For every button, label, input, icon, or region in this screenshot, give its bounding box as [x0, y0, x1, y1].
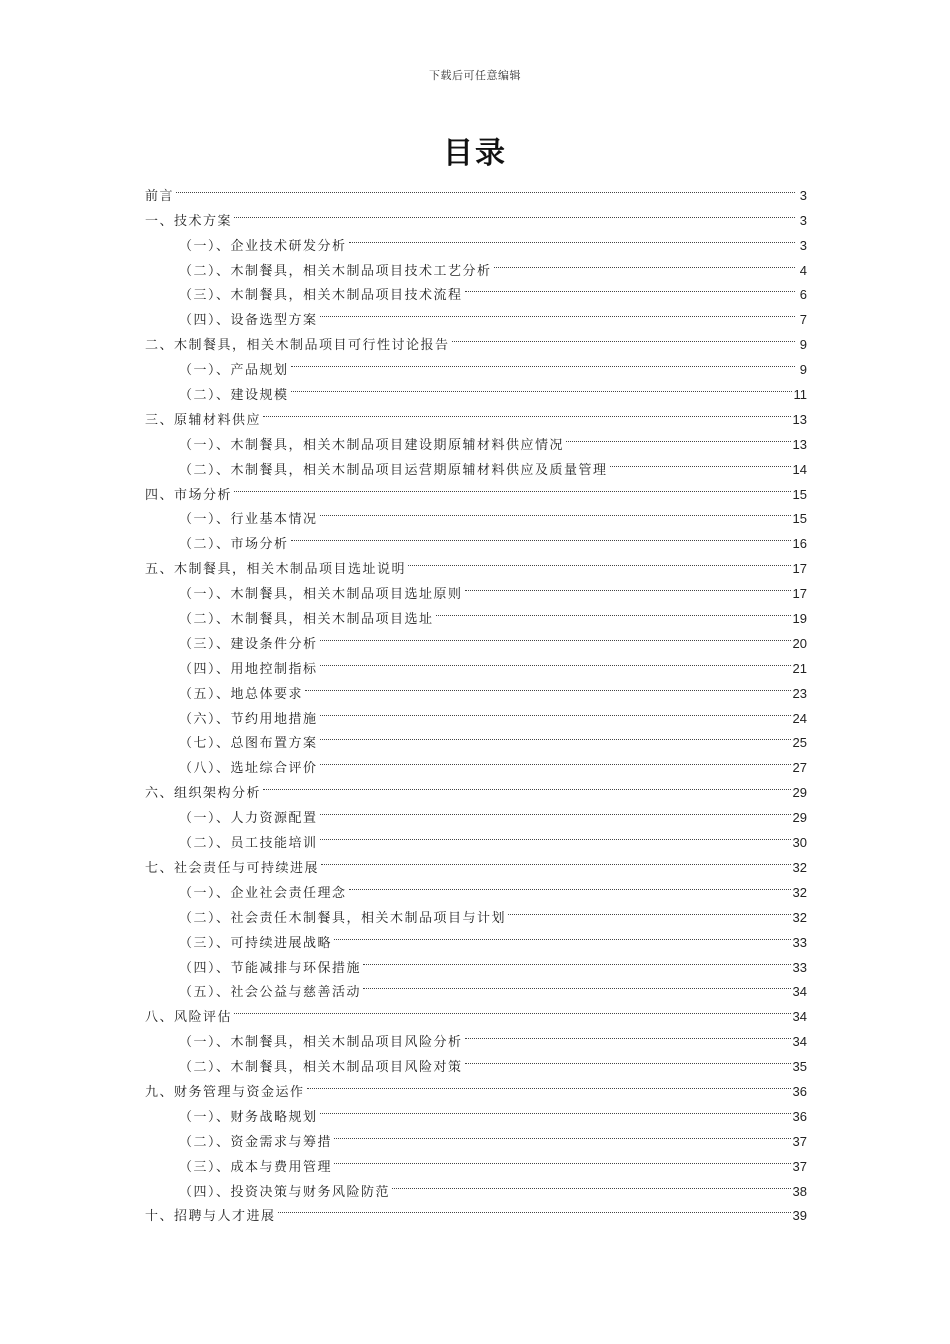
toc-leader-dots	[566, 424, 791, 449]
toc-entry-page-number: 3	[799, 212, 807, 228]
toc-entry-label: （三）、木制餐具，相关木制品项目技术流程	[179, 288, 463, 304]
toc-entry-label: 二、木制餐具，相关木制品项目可行性讨论报告	[145, 338, 450, 354]
toc-leader-dots	[465, 1021, 791, 1046]
toc-entry-page-number: 37	[792, 1133, 807, 1149]
toc-entry[interactable]	[145, 996, 807, 1026]
toc-entry-page-number: 9	[799, 362, 807, 378]
toc-entry-label: （一）、产品规划	[179, 363, 289, 379]
toc-entry-page-number: 13	[792, 411, 807, 427]
toc-entry-label: 八、风险评估	[145, 1010, 233, 1026]
toc-leader-dots	[349, 872, 791, 897]
toc-entry-label: （二）、木制餐具，相关木制品项目选址	[179, 612, 434, 628]
toc-entry-page-number: 6	[799, 287, 807, 303]
toc-entry-page-number: 24	[792, 710, 807, 726]
toc-entry-page-number: 33	[792, 959, 807, 975]
toc-leader-dots	[452, 324, 795, 349]
toc-entry-page-number: 4	[799, 262, 807, 278]
toc-entry-label: （四）、设备选型方案	[179, 313, 318, 329]
toc-entry-label: （二）、市场分析	[179, 537, 289, 553]
toc-entry-page-number: 7	[799, 312, 807, 328]
toc-entry-label: （四）、投资决策与财务风险防范	[179, 1184, 391, 1200]
toc-leader-dots	[320, 797, 791, 822]
toc-entry-label: （二）、木制餐具，相关木制品项目技术工艺分析	[179, 263, 492, 279]
toc-entry-label: （八）、选址综合评价	[179, 761, 318, 777]
toc-leader-dots	[320, 822, 791, 847]
toc-entry-page-number: 25	[792, 735, 807, 751]
toc-leader-dots	[320, 648, 791, 673]
toc-entry-page-number: 32	[792, 859, 807, 875]
toc-leader-dots	[363, 947, 791, 972]
toc-leader-dots	[263, 772, 791, 797]
toc-entry-page-number: 3	[799, 237, 807, 253]
toc-leader-dots	[610, 449, 791, 474]
toc-leader-dots	[291, 523, 791, 548]
toc-entry-page-number: 29	[792, 810, 807, 826]
toc-entry[interactable]	[145, 225, 807, 254]
toc-leader-dots	[320, 299, 795, 324]
toc-entry-label: （三）、建设条件分析	[179, 636, 318, 652]
table-of-contents	[145, 175, 807, 1225]
toc-leader-dots	[494, 250, 795, 275]
toc-entry-label: 九、财务管理与资金运作	[145, 1084, 305, 1100]
toc-entry-page-number: 36	[792, 1108, 807, 1124]
toc-entry-page-number: 15	[792, 511, 807, 527]
header-note: 下载后可任意编辑	[429, 69, 521, 82]
toc-entry-page-number: 9	[799, 337, 807, 353]
toc-leader-dots	[334, 1121, 791, 1146]
toc-entry-label: 前言	[145, 188, 175, 204]
toc-entry-label: 六、组织架构分析	[145, 786, 262, 802]
toc-entry-label: （四）、用地控制指标	[179, 661, 318, 677]
toc-entry-label: 一、技术方案	[145, 213, 233, 229]
toc-leader-dots	[363, 972, 791, 997]
toc-leader-dots	[278, 1196, 791, 1221]
toc-entry-label: （一）、行业基本情况	[179, 512, 318, 528]
toc-entry-page-number: 21	[792, 660, 807, 676]
toc-leader-dots	[320, 747, 791, 772]
toc-leader-dots	[465, 275, 795, 300]
toc-entry-page-number: 16	[792, 536, 807, 552]
toc-entry-label: （五）、社会公益与慈善活动	[179, 985, 362, 1001]
toc-entry-label: （二）、社会责任木制餐具，相关木制品项目与计划	[179, 910, 507, 926]
toc-entry-page-number: 29	[792, 785, 807, 801]
toc-leader-dots	[307, 1071, 791, 1096]
toc-entry-label: （一）、企业社会责任理念	[179, 885, 347, 901]
toc-leader-dots	[320, 698, 791, 723]
toc-entry-label: （二）、木制餐具，相关木制品项目风险对策	[179, 1060, 463, 1076]
toc-entry-page-number: 17	[792, 561, 807, 577]
toc-leader-dots	[436, 598, 791, 623]
toc-entry-page-number: 38	[792, 1183, 807, 1199]
toc-entry[interactable]	[145, 1021, 807, 1051]
toc-entry-label: （一）、木制餐具，相关木制品项目建设期原辅材料供应情况	[179, 437, 565, 453]
toc-leader-dots	[291, 349, 795, 374]
toc-leader-dots	[176, 175, 795, 200]
toc-leader-dots	[305, 673, 791, 698]
toc-entry[interactable]	[145, 200, 807, 229]
toc-entry[interactable]	[145, 175, 807, 204]
toc-entry-label: （二）、建设规模	[179, 388, 289, 404]
toc-leader-dots	[263, 399, 791, 424]
toc-entry-page-number: 37	[792, 1158, 807, 1174]
toc-entry-label: 五、木制餐具，相关木制品项目选址说明	[145, 562, 407, 578]
toc-entry-page-number: 15	[792, 486, 807, 502]
toc-entry-page-number: 11	[793, 387, 807, 403]
toc-entry-page-number: 34	[792, 1034, 807, 1050]
toc-entry-label: （三）、可持续进展战略	[179, 935, 333, 951]
toc-entry-page-number: 20	[792, 635, 807, 651]
toc-leader-dots	[320, 499, 791, 524]
toc-entry-page-number: 30	[792, 835, 807, 851]
toc-entry-label: （一）、企业技术研发分析	[179, 238, 347, 254]
toc-leader-dots	[234, 474, 791, 499]
toc-leader-dots	[234, 996, 791, 1021]
toc-entry-page-number: 35	[792, 1059, 807, 1075]
toc-entry-page-number: 27	[792, 760, 807, 776]
toc-leader-dots	[291, 374, 792, 399]
toc-entry-page-number: 17	[792, 586, 807, 602]
toc-entry-label: （二）、资金需求与筹措	[179, 1134, 333, 1150]
toc-entry-page-number: 33	[792, 934, 807, 950]
page-title: 目录	[443, 136, 507, 171]
toc-leader-dots	[320, 1096, 791, 1121]
toc-leader-dots	[320, 723, 791, 748]
toc-leader-dots	[508, 897, 791, 922]
toc-entry-label: 三、原辅材料供应	[145, 412, 262, 428]
toc-entry-label: （三）、成本与费用管理	[179, 1159, 333, 1175]
toc-entry-label: （六）、节约用地措施	[179, 711, 318, 727]
toc-leader-dots	[349, 225, 795, 250]
toc-entry-label: （一）、财务战略规划	[179, 1109, 318, 1125]
toc-entry-label: （二）、木制餐具，相关木制品项目运营期原辅材料供应及质量管理	[179, 462, 608, 478]
toc-leader-dots	[334, 922, 791, 947]
toc-entry-label: （七）、总图布置方案	[179, 736, 318, 752]
toc-leader-dots	[408, 548, 791, 573]
toc-leader-dots	[320, 623, 791, 648]
toc-leader-dots	[234, 200, 795, 225]
toc-entry-page-number: 32	[792, 884, 807, 900]
toc-leader-dots	[321, 847, 791, 872]
toc-entry-page-number: 23	[792, 685, 807, 701]
toc-entry-label: （一）、木制餐具，相关木制品项目选址原则	[179, 587, 463, 603]
toc-entry-page-number: 36	[792, 1083, 807, 1099]
toc-entry[interactable]	[145, 499, 807, 528]
toc-entry-label: （一）、木制餐具，相关木制品项目风险分析	[179, 1035, 463, 1051]
toc-entry-page-number: 19	[792, 611, 807, 627]
toc-leader-dots	[334, 1146, 791, 1171]
toc-leader-dots	[392, 1171, 791, 1196]
toc-entry-label: 四、市场分析	[145, 487, 233, 503]
toc-entry-page-number: 14	[792, 461, 807, 477]
toc-entry-page-number: 3	[799, 187, 807, 203]
toc-entry-label: （五）、地总体要求	[179, 686, 304, 702]
toc-entry-label: （二）、员工技能培训	[179, 836, 318, 852]
toc-entry-label: （四）、节能减排与环保措施	[179, 960, 362, 976]
toc-leader-dots	[465, 573, 791, 598]
toc-entry[interactable]	[145, 474, 807, 503]
toc-entry-label: 十、招聘与人才进展	[145, 1209, 276, 1225]
toc-entry-label: 七、社会责任与可持续进展	[145, 860, 320, 876]
toc-leader-dots	[465, 1046, 791, 1071]
toc-entry-page-number: 32	[792, 909, 807, 925]
toc-entry-label: （一）、人力资源配置	[179, 811, 318, 827]
toc-entry-page-number: 39	[792, 1208, 807, 1224]
toc-entry-page-number: 34	[792, 984, 807, 1000]
toc-entry-page-number: 34	[792, 1009, 807, 1025]
toc-entry-page-number: 13	[792, 436, 807, 452]
